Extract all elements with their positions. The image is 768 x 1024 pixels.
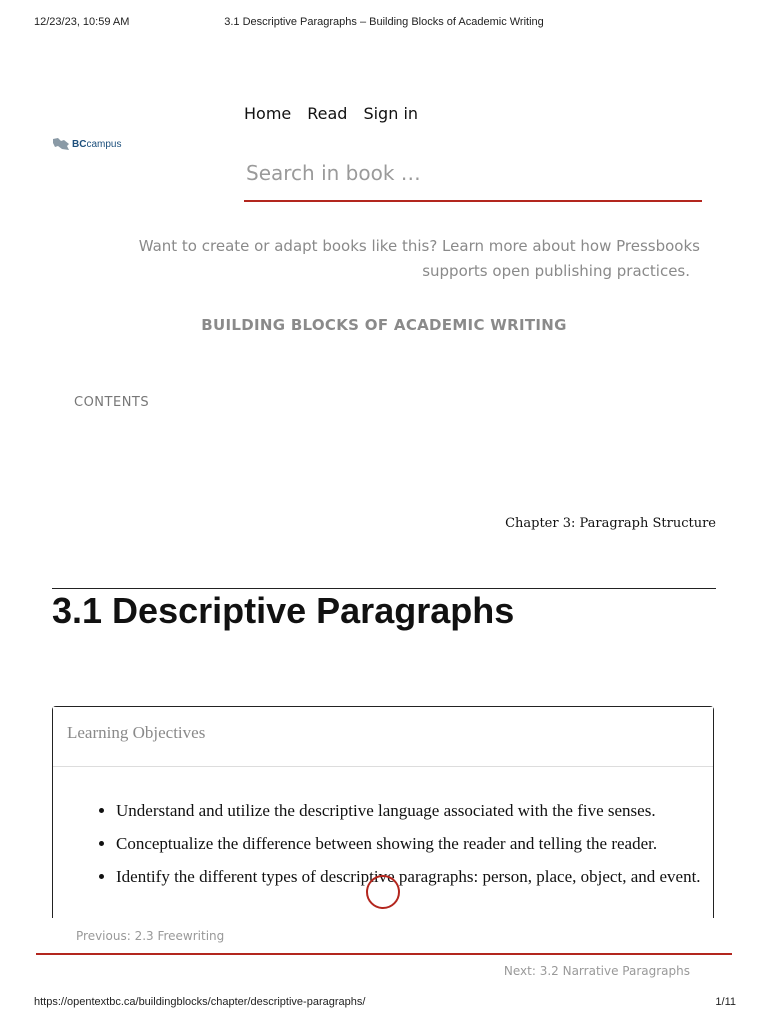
- promo-line-2: supports open publishing practices.: [422, 262, 690, 280]
- logo-text: BCcampus: [72, 138, 122, 150]
- bc-map-icon: [52, 137, 70, 151]
- page-title: 3.1 Descriptive Paragraphs: [52, 590, 515, 631]
- main-nav: [244, 104, 418, 123]
- bccampus-logo[interactable]: [52, 137, 121, 151]
- next-chapter-link[interactable]: Next: 3.2 Narrative Paragraphs: [503, 964, 690, 978]
- chapter-label: Chapter 3: Paragraph Structure: [505, 516, 716, 531]
- previous-chapter-link[interactable]: Previous: 2.3 Freewriting: [76, 929, 225, 943]
- print-page-number: 1/11: [715, 996, 736, 1008]
- footer-divider: [36, 953, 732, 955]
- print-url: https://opentextbc.ca/buildingblocks/chapter/descriptive-paragraphs/: [34, 996, 366, 1008]
- heading-divider: [52, 588, 716, 589]
- cursor-ring-icon: [366, 875, 400, 909]
- nav-home[interactable]: Home: [244, 104, 292, 123]
- nav-sign-in[interactable]: Sign in: [363, 104, 419, 123]
- book-title[interactable]: BUILDING BLOCKS OF ACADEMIC WRITING: [201, 316, 567, 334]
- contents-toggle[interactable]: CONTENTS: [74, 395, 150, 410]
- promo-line-1: Want to create or adapt books like this? Learn more about how Pressbooks: [138, 237, 700, 255]
- print-datetime: 12/23/23, 10:59 AM: [34, 16, 130, 28]
- learning-objectives-list: [98, 798, 706, 897]
- search-input[interactable]: [244, 146, 702, 202]
- print-page-title: 3.1 Descriptive Paragraphs – Building Blocks of Academic Writing: [224, 16, 544, 28]
- list-item: • Understand and utilize the descriptive language associated with the five senses.: [116, 798, 706, 823]
- pressbooks-promo[interactable]: [100, 234, 700, 284]
- list-item: • Identify the different types of descriptive paragraphs: person, place, object, and event.: [116, 864, 706, 889]
- nav-read[interactable]: Read: [307, 104, 348, 123]
- learning-objectives-title: Learning Objectives: [67, 723, 206, 742]
- list-item: • Conceptualize the difference between showing the reader and telling the reader.: [116, 831, 706, 856]
